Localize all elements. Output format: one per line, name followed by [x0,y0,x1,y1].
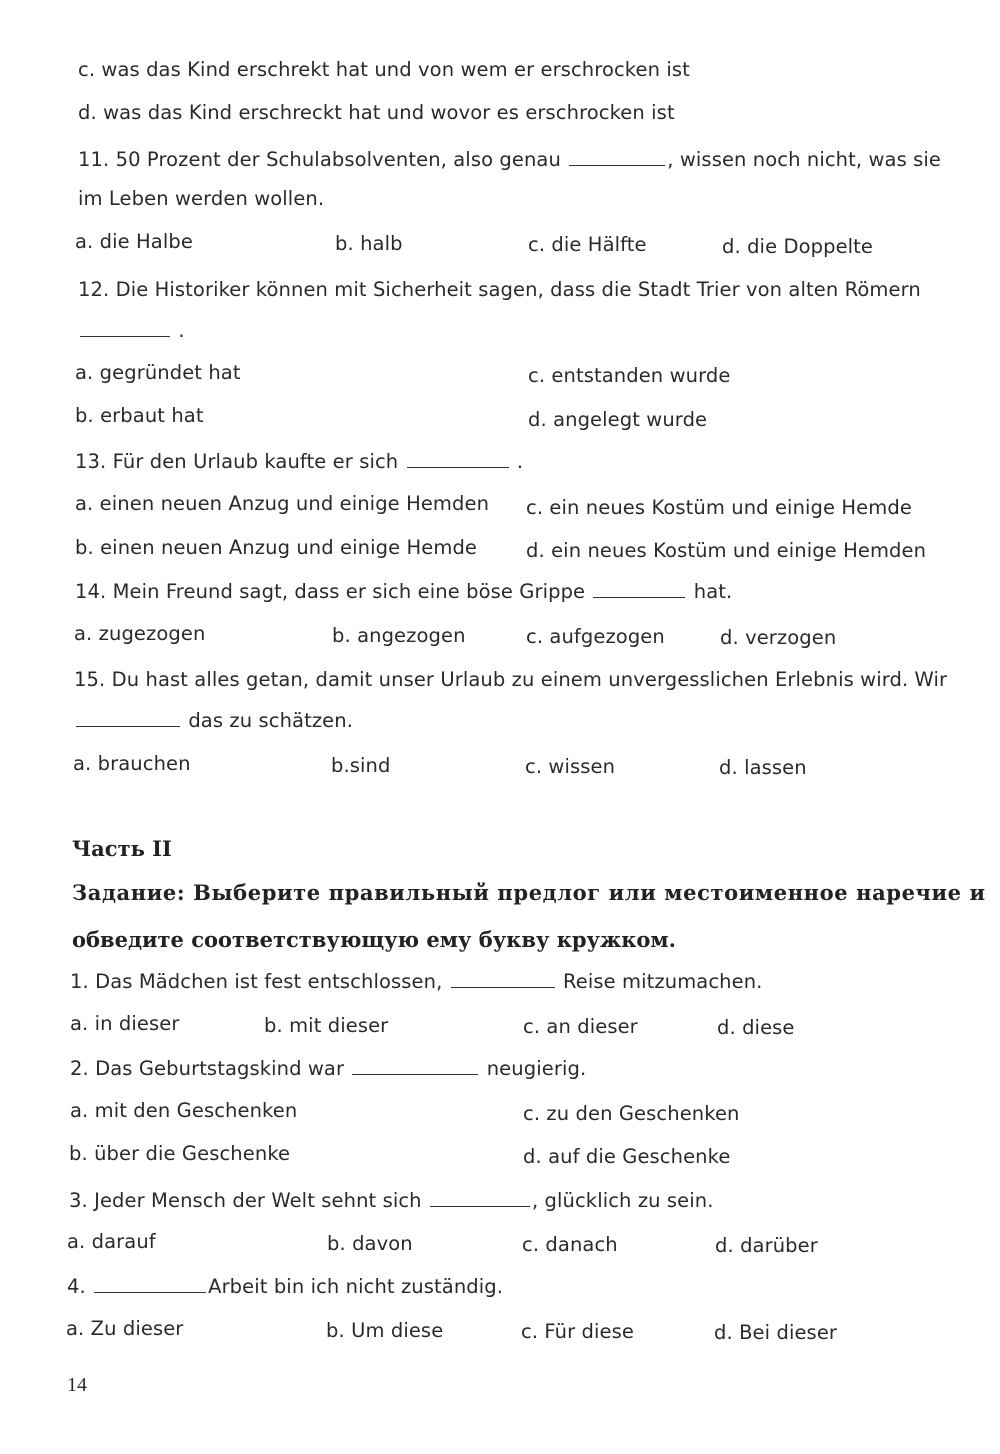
part2-option-3-b[interactable]: b. davon [327,1232,413,1255]
part2-option-2-c[interactable]: c. zu den Geschenken [523,1102,740,1125]
option-14-a[interactable]: a. zugezogen [74,622,206,645]
option-14-d[interactable]: d. verzogen [720,626,837,649]
question-13-text-before: 13. Für den Urlaub kaufte er sich [75,450,399,473]
part-2-task-line2: обведите соответствующую ему букву кружком. [72,927,676,952]
option-11-b[interactable]: b. halb [335,232,403,255]
option-13-d[interactable]: d. ein neues Kostüm und einige Hemden [526,539,927,562]
question-12-text-after: . [178,319,185,342]
question-12-line2 [78,318,185,343]
question-11-line2: im Leben werden wollen. [78,187,325,210]
part2-question-3-before: 3. Jeder Mensch der Welt sehnt sich [69,1189,422,1212]
part2-option-1-c[interactable]: c. an dieser [523,1015,638,1038]
part2-option-2-a[interactable]: a. mit den Geschenken [70,1099,298,1122]
part2-option-1-d[interactable]: d. diese [717,1016,795,1039]
answer-blank [76,708,180,727]
part2-option-2-b[interactable]: b. über die Geschenke [69,1142,291,1165]
option-12-b[interactable]: b. erbaut hat [75,404,204,427]
answer-blank [352,1056,478,1075]
part2-question-2-before: 2. Das Geburtstagskind war [70,1057,345,1080]
part2-question-4-after: Arbeit bin ich nicht zuständig. [208,1275,504,1298]
option-12-d[interactable]: d. angelegt wurde [528,408,708,431]
question-14-line1 [75,579,732,604]
option-13-c[interactable]: c. ein neues Kostüm und einige Hemde [526,496,912,519]
part-2-title: Часть II [72,836,172,861]
answer-blank [593,579,685,598]
option-11-d[interactable]: d. die Doppelte [722,235,874,258]
question-11-line1 [78,147,941,172]
part2-option-4-d[interactable]: d. Bei dieser [714,1321,838,1344]
answer-blank [94,1274,206,1293]
answer-blank [430,1188,530,1207]
answer-blank [407,449,509,468]
part2-option-3-d[interactable]: d. darüber [715,1234,818,1257]
option-11-c[interactable]: c. die Hälfte [528,233,647,256]
option-14-b[interactable]: b. angezogen [332,624,466,647]
part2-question-1 [70,969,762,994]
part2-option-4-c[interactable]: c. Für diese [521,1320,634,1343]
option-15-d[interactable]: d. lassen [719,756,807,779]
part-2-task-line1: Задание: Выберите правильный предлог или местоименное наречие и [72,880,986,905]
question-13-text-after: . [516,450,524,473]
question-11-text-after: , wissen noch nicht, was sie [667,148,941,171]
question-12-line1: 12. Die Historiker können mit Sicherheit sagen, dass die Stadt Trier von alten Römern [78,278,921,301]
part2-option-4-a[interactable]: a. Zu dieser [66,1317,184,1340]
part2-question-2-after: neugierig. [486,1057,587,1080]
question-15-line2 [74,708,353,733]
part2-option-4-b[interactable]: b. Um diese [326,1319,444,1342]
option-11-a[interactable]: a. die Halbe [75,230,193,253]
answer-blank [80,318,170,337]
option-13-b[interactable]: b. einen neuen Anzug und einige Hemde [75,536,478,559]
question-14-text-after: hat. [693,580,733,603]
part2-question-2 [70,1056,586,1081]
part2-question-3 [69,1188,714,1213]
part2-question-3-after: , glücklich zu sein. [531,1189,714,1212]
part2-question-4-before: 4. [67,1275,86,1298]
part2-question-1-after: Reise mitzumachen. [563,970,763,993]
option-10-d[interactable]: d. was das Kind erschreckt hat und wovor es erschrocken ist [78,101,675,124]
option-12-a[interactable]: a. gegründet hat [75,361,241,384]
part2-question-1-before: 1. Das Mädchen ist fest entschlossen, [70,970,443,993]
option-14-c[interactable]: c. aufgezogen [526,625,665,648]
question-14-text-before: 14. Mein Freund sagt, dass er sich eine böse Grippe [75,580,586,603]
answer-blank [451,969,555,988]
option-15-a[interactable]: a. brauchen [73,752,191,775]
question-15-line1: 15. Du hast alles getan, damit unser Urlaub zu einem unvergesslichen Erlebnis wird. Wir [74,668,948,691]
option-12-c[interactable]: c. entstanden wurde [528,364,731,387]
part2-option-1-a[interactable]: a. in dieser [70,1012,180,1035]
page-number: 14 [67,1374,87,1396]
question-11-text-before: 11. 50 Prozent der Schulabsolventen, also genau [78,148,561,171]
answer-blank [569,147,665,166]
part2-option-2-d[interactable]: d. auf die Geschenke [523,1145,731,1168]
question-13-line1 [75,449,523,474]
part2-option-1-b[interactable]: b. mit dieser [264,1014,389,1037]
part2-option-3-a[interactable]: a. darauf [67,1230,156,1253]
question-15-text-after: das zu schätzen. [188,709,354,732]
option-13-a[interactable]: a. einen neuen Anzug und einige Hemden [75,492,490,515]
part2-question-4 [67,1274,503,1299]
part2-option-3-c[interactable]: c. danach [522,1233,618,1256]
option-10-c[interactable]: c. was das Kind erschrekt hat und von wem er erschrocken ist [78,58,690,81]
option-15-c[interactable]: c. wissen [525,755,616,778]
option-15-b[interactable]: b.sind [331,754,391,777]
